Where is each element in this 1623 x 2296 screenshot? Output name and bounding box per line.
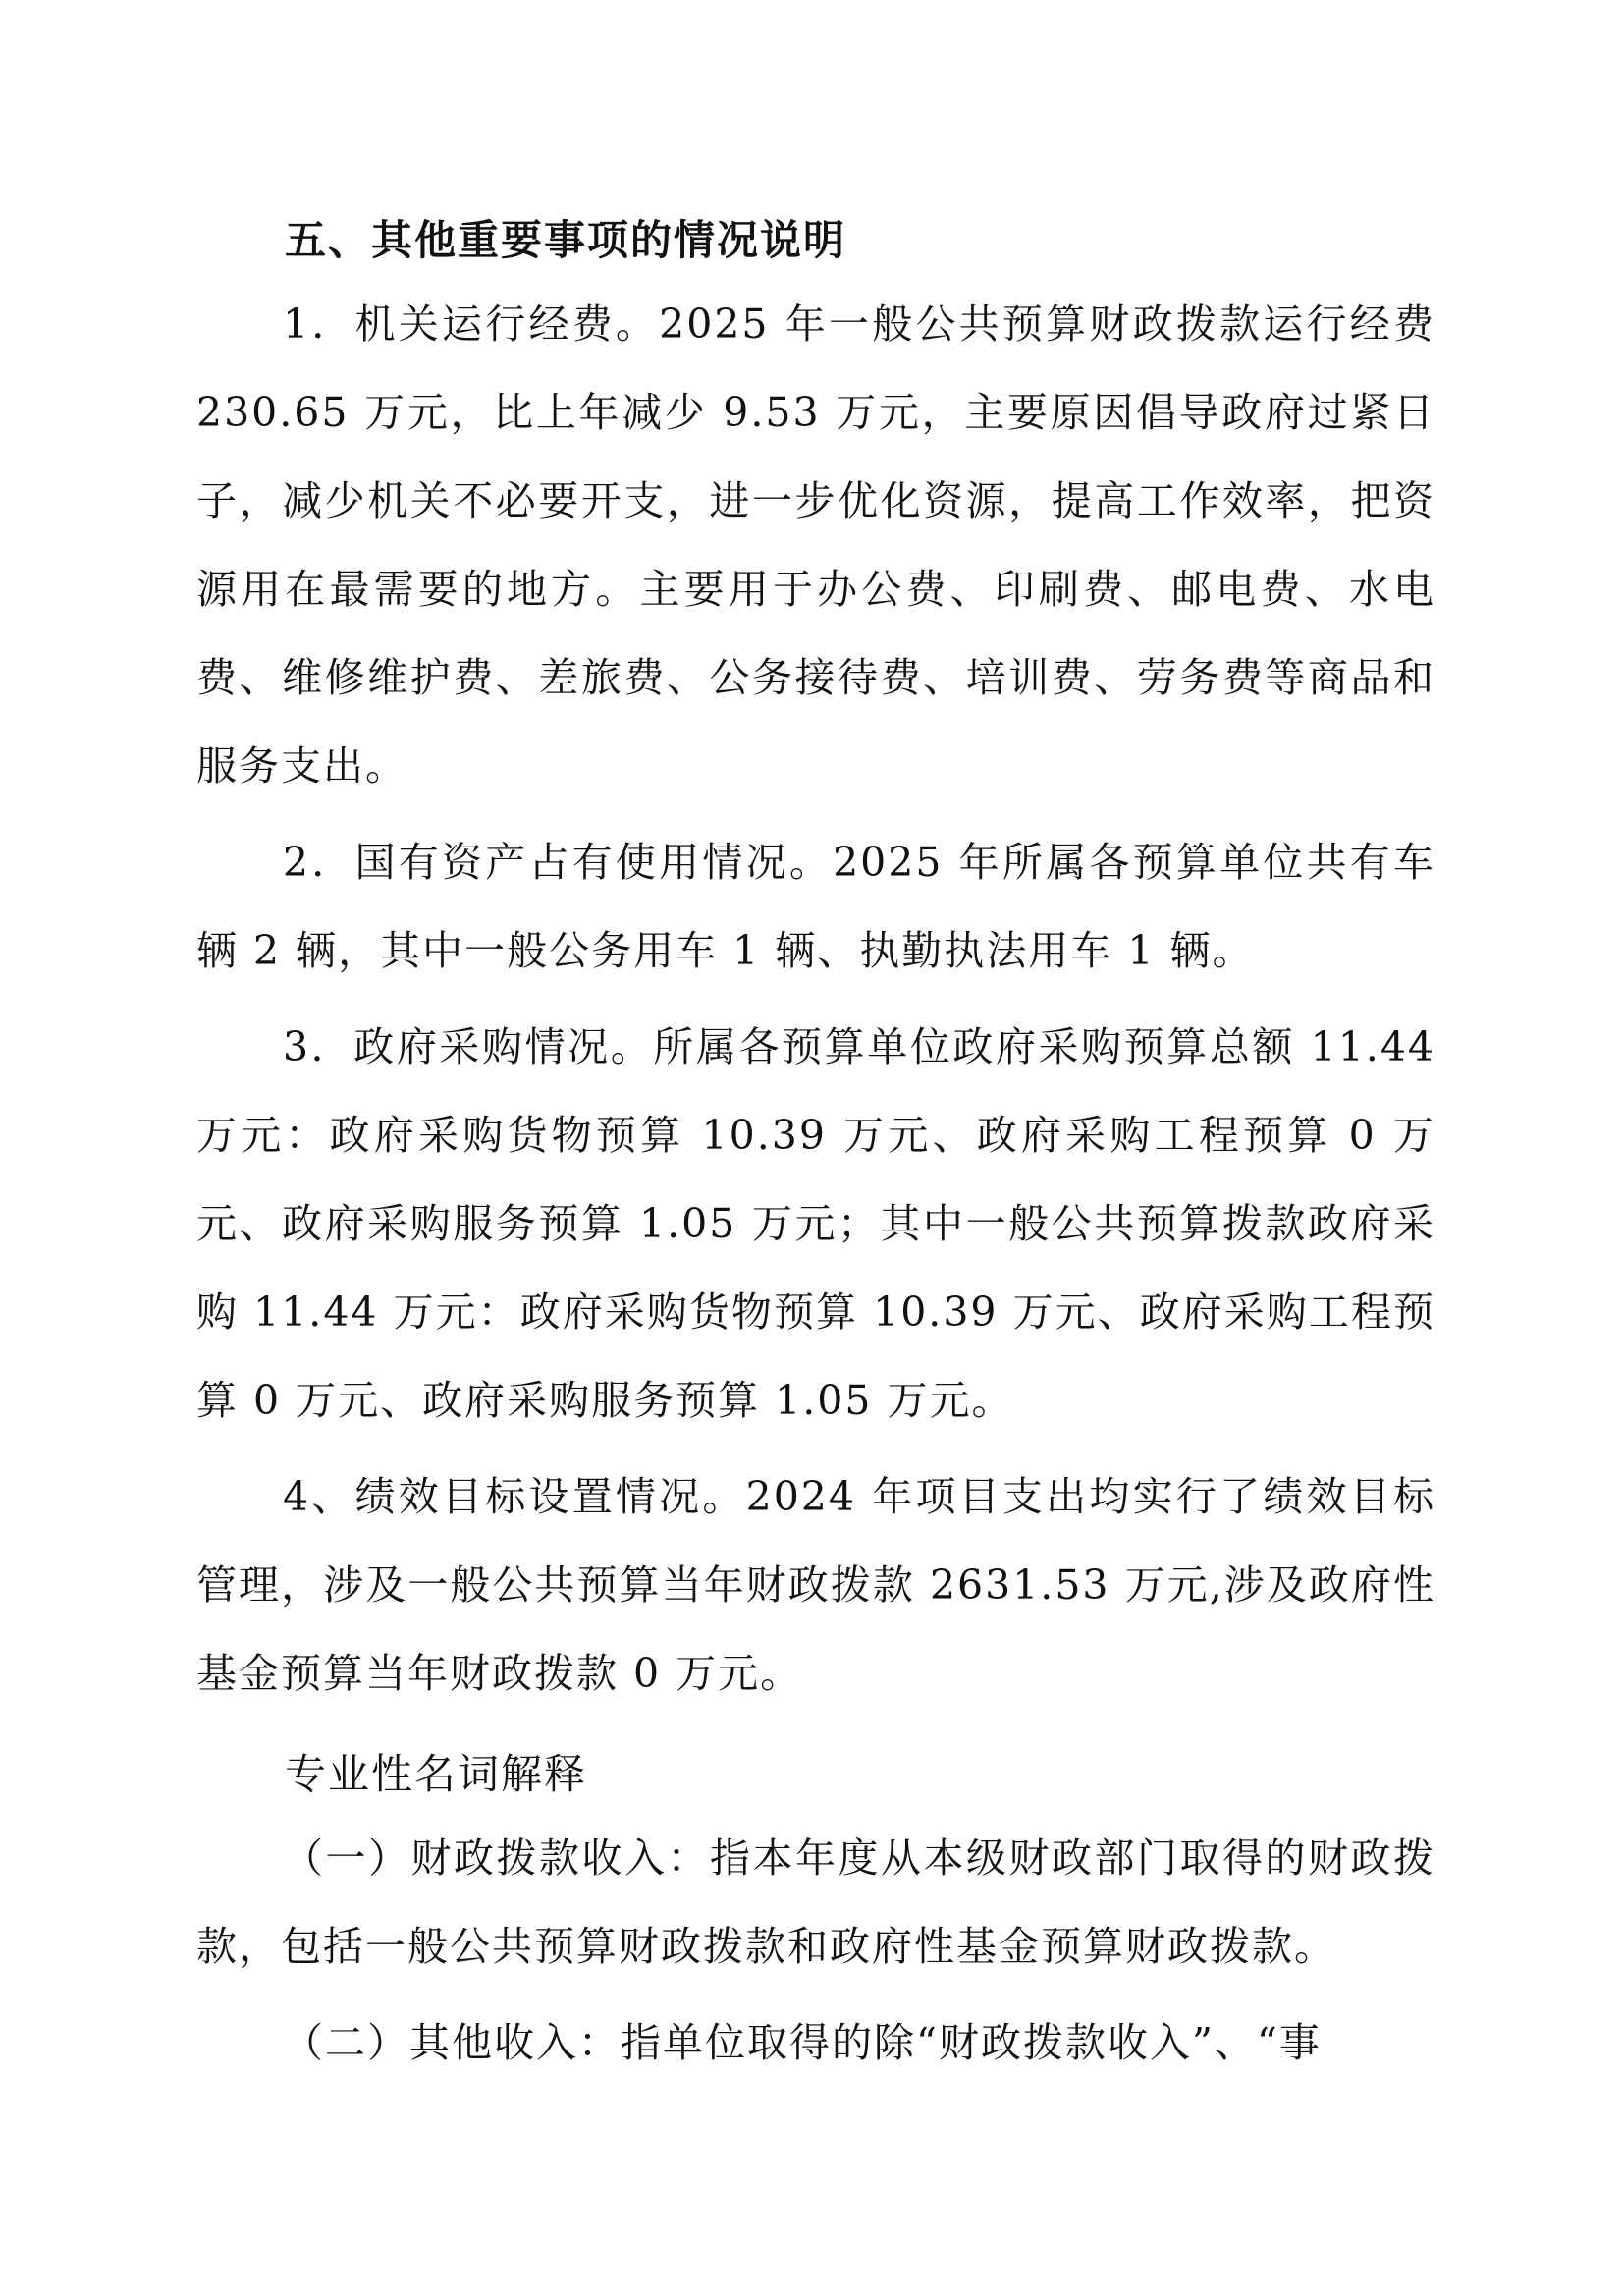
section-heading: 五、其他重要事项的情况说明 <box>285 216 847 264</box>
paragraph-performance-targets: 4、绩效目标设置情况。2024 年项目支出均实行了绩效目标管理，涉及一般公共预算当年财政拨款 2631.53 万元,涉及政府性基金预算当年财政拨款 0 万元。 <box>196 1473 1435 1697</box>
paragraph-operating-expenses: 1．机关运行经费。2025 年一般公共预算财政拨款运行经费 230.65 万元，比上年减少 9.53 万元，主要原因倡导政府过紧日子，减少机关不必要开支，进一步优化资源，提高工作效率，把资源用在最需要的地方。主要用于办公费、印刷费、邮电费、水电费、维修维护费、差旅费、公务接待费、培训费、劳务费等商品和服务支出。 <box>196 301 1435 790</box>
paragraph-state-assets: 2．国有资产占有使用情况。2025 年所属各预算单位共有车辆 2 辆，其中一般公务用车 1 辆、执勤执法用车 1 辆。 <box>196 839 1435 974</box>
glossary-heading: 专业性名词解释 <box>285 1750 588 1798</box>
paragraph-government-procurement: 3．政府采购情况。所属各预算单位政府采购预算总额 11.44 万元：政府采购货物预算 10.39 万元、政府采购工程预算 0 万元、政府采购服务预算 1.05 万元；其中一般公共预算拨款政府采购 11.44 万元：政府采购货物预算 10.39 万元、政府采购工程预算 0 万元、政府采购服务预算 1.05 万元。 <box>196 1023 1435 1424</box>
document-body <box>196 201 1435 2095</box>
glossary-item-fiscal-appropriation: （一）财政拨款收入：指本年度从本级财政部门取得的财政拨款，包括一般公共预算财政拨款和政府性基金预算财政拨款。 <box>196 1834 1435 1970</box>
glossary-item-other-income: （二）其他收入：指单位取得的除“财政拨款收入”、“事 <box>283 2019 1322 2066</box>
